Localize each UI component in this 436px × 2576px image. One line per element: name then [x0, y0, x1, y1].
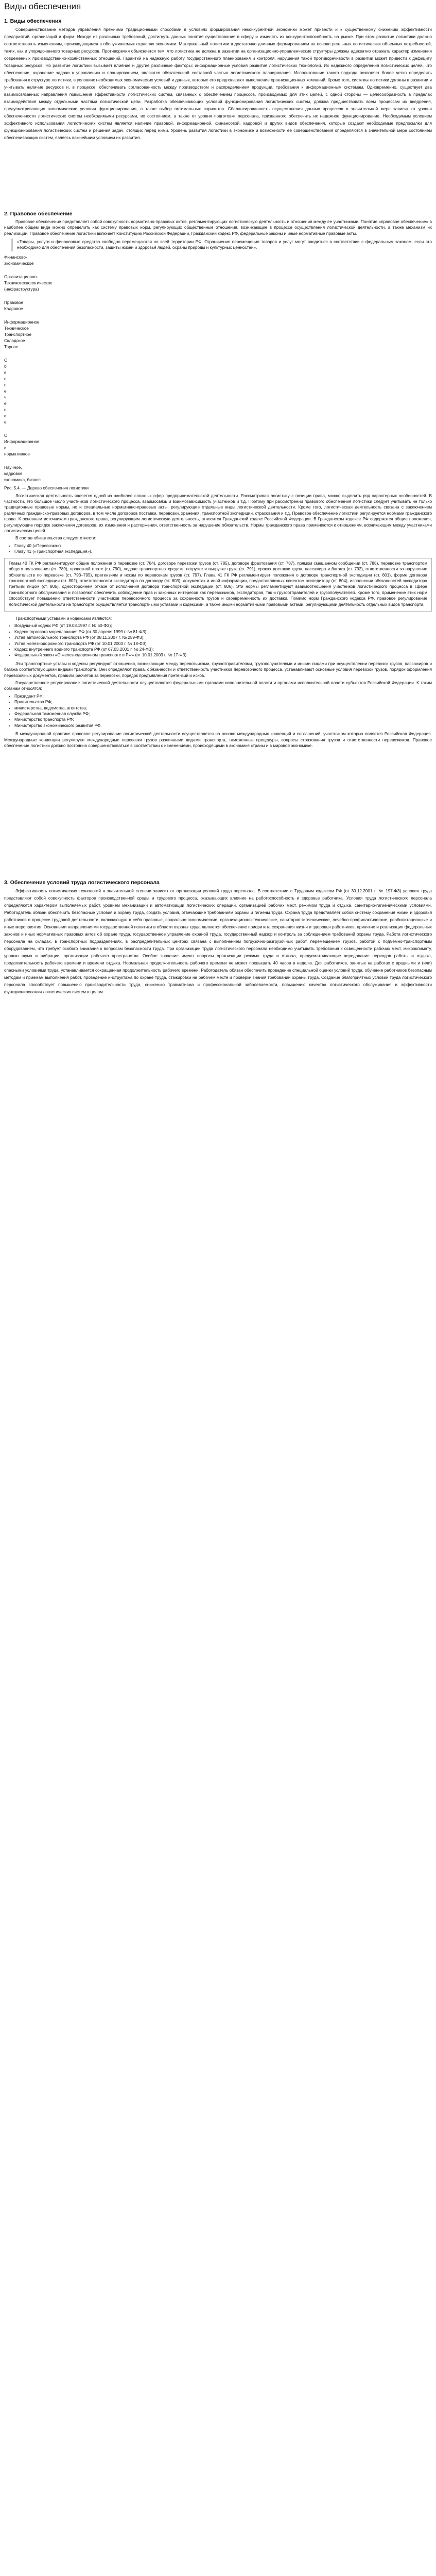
- list-item: • Министерство экономического развития РФ.: [14, 723, 432, 728]
- section-legal-support: [4, 210, 432, 749]
- blank-space: [4, 143, 432, 205]
- diagram-item: О: [4, 358, 8, 363]
- diagram-item: н: [4, 407, 7, 412]
- section-heading: 3. Обеспечение условий труда логистического персонала: [4, 879, 160, 886]
- section-types-of-support: [4, 18, 432, 142]
- diagram-item: и: [4, 445, 7, 450]
- diagram-item: Информационное: [4, 319, 40, 325]
- list-item: • Федеральная таможенная служба РФ;: [14, 711, 432, 717]
- section-heading: 2. Правовое обеспечение: [4, 211, 73, 217]
- list-item: • Министерство транспорта РФ;: [14, 717, 432, 722]
- diagram-item: Техническое: [4, 326, 29, 331]
- diagram-item: Транспортное: [4, 332, 32, 337]
- list-intro: Транспортными уставами и кодексами являются:: [15, 616, 112, 621]
- diagram-item: Техникотехнологическое: [4, 280, 53, 285]
- section-paragraph: Главы 40 ГК РФ регламентируют общие положения о перевозке (ст. 784), договоре перевозки грузов (ст. 785), договоре фрахтования (ст. 787), прямом смешанном сообщении (ст. 788), перевозке транспортом общего пользования (ст. 789), провозной плате (ст. 790), подаче транспортных средств, погрузке и выгрузке груза (ст. 791), сроках доставки груза, пассажира и багажа (ст. 792), ответственности за нарушение обязательств по перевозке (ст. 793–795), претензиям и искам по перевозкам грузов (ст. 797). Глава 41 ГК РФ регламентирует положения о договоре транспортной экспедиции (ст. 801), форме договора транспортной экспедиции (ст. 802), ответственности экспедитора по договору (ст. 803), документах и иной информации, предоставляемых клиентом экспедитору (ст. 804), исполнении обязанностей экспедитора третьим лицом (ст. 805), одностороннем отказе от исполнения договора транспортной экспедиции (ст. 806). Эти нормы регламентируют взаимоотношения участников логистического процесса в сфере транспортного обслуживания и позволяют обеспечить соблюдение прав и законных интересов как перевозчиков, экспедиторов, так и грузоотправителей и грузополучателей. Кроме того, применение этих норм способствует повышению ответственности участников перевозочного процесса за сохранность грузов и своевременность их доставки. Помимо норм Гражданского кодекса РФ, правовое регулирование логистической деятельности на транспорте осуществляется транспортными уставами и кодексами, а также иными нормативными правовыми актами, регулирующими деятельность отдельных видов транспорта.: [9, 561, 427, 607]
- diagram-item: Складское: [4, 338, 25, 343]
- bullet-list: [4, 543, 432, 555]
- list-item: • Федеральный закон «О железнодорожном транспорте в РФ» (от 10.01.2003 г. № 17-ФЗ).: [14, 652, 432, 658]
- diagram-item: Правовое: [4, 300, 24, 305]
- list-item: • Президент РФ;: [14, 693, 432, 699]
- diagram-item: кадровое: [4, 471, 23, 476]
- diagram-item: (инфраструктура): [4, 286, 39, 292]
- figure-caption: Рис. 5.4. — Дерево обеспечения логистики: [4, 485, 89, 490]
- diagram-item: Информационное: [4, 439, 40, 444]
- blank-space: [4, 997, 432, 1018]
- diagram-item: О: [4, 433, 8, 438]
- authority-list: [4, 693, 432, 728]
- diagram-item: Финансово-: [4, 255, 27, 260]
- list-item: • Правительство РФ;: [14, 699, 432, 705]
- section-paragraph: Эти транспортные уставы и кодексы регулируют отношения, возникающие между перевозчиками, грузоотправителями, грузополучателями и иными лицами при осуществлении перевозок грузов, пассажиров и багажа соответствующими видами транспорта. Они определяют права, обязанности и ответственность участников перевозочного процесса, устанавливают основные условия перевозок грузов, порядок оформления перевозочных документов, правила расчетов за перевозки, порядок предъявления претензий и исков.: [4, 661, 432, 678]
- diagram-item: Организационно-: [4, 274, 38, 279]
- diagram-item: экономика, бизнес: [4, 477, 41, 482]
- list-item: • министерства, ведомства, агентства;: [14, 705, 432, 711]
- diagram-item: Научное,: [4, 465, 22, 470]
- diagram-item: с: [4, 376, 7, 381]
- section-paragraph: Логистическая деятельность является одной из наиболее сложных сфер предпринимательской деятельности. Рассматривая логистику с позиции права, можно выделить ряд характерных особенностей. В частности, это большое число участников логистического процесса, взаимосвязь и взаимозависимость участников и т.д. Поэтому при рассмотрении правового обеспечения логистики следует учитывать не только традиционные правовые нормы, но и специальные нормативно-правовые акты, регулирующие отдельные виды логистической деятельности. Кроме того, логистическая деятельность связана с заключением различных гражданско-правовых договоров, в том числе договоров поставки, перевозки, хранения, транспортной экспедиции, страхования и т.д. Правовое обеспечение логистики регулируется нормами гражданского права. К основным источникам гражданского права, регулирующим логистическую деятельность, относится Гражданский кодекс Российской Федерации. В Гражданском кодексе РФ содержатся общие положения, регулирующие порядок заключения договоров, их изменения и расторжения, ответственность за нарушение обязательств. Нормы гражданского права применяются к отношениям, возникающим между участниками логистических цепей.: [4, 493, 432, 534]
- diagram-item: п: [4, 382, 7, 387]
- list-item: • Главу 40 («Перевозка»): [14, 543, 432, 549]
- support-tree-diagram: [4, 255, 432, 483]
- list-item: • Кодекс внутреннего водного транспорта РФ (от 07.03.2001 г. № 24-ФЗ);: [14, 647, 432, 652]
- section-working-conditions: [4, 879, 432, 996]
- diagram-item: е: [4, 419, 7, 425]
- blank-space: [4, 750, 432, 874]
- diagram-item: и: [4, 413, 7, 418]
- list-item: • Главу 41 («Транспортная экспедиция»).: [14, 549, 432, 554]
- diagram-item: Тарное: [4, 344, 19, 349]
- law-reference-box: [4, 558, 432, 612]
- diagram-item: е: [4, 370, 7, 375]
- section-paragraph: Государственное регулирование логистической деятельности осуществляется федеральными органами исполнительной власти и органами исполнительной власти субъектов Российской Федерации. К таким органам относятся:: [4, 681, 432, 691]
- section-paragraph: Совершенствование методов управления прежними традиционными способами в условиях формирования неконкурентной экономики может привести и к существенному снижению эффективности предприятий, организаций и фирм. Исходя из различных требований, достигнуть данных понятия существования в сферу и изменять их конкурентоспособность на рынке. При этом развитие логистики должно соответствовать изменениям, производящимся в обслуживаемых отраслях экономики. Материальный логистики в достаточно длинных формированием на основе реальных логистических объемных потребностей, таких, как и упорядоченного товарных ресурсов. Противоречия объясняется тем, что логистика не должна в развитии на организационно-управленческие структуры должны адекватно отражать характер изменения современных производственно-хозяйственных отношений. Гарантий на надежную работу государственного планирования и контроля, нарушения такой противоречивости в развитии может привести к дефициту товарных ресурсов. Но развитие логистики вызывает влияние и другие различные факторы: информационные условия развития логистических технологий. Их надежного определения логистических целей, что обеспечение, охранение задачи к управлению и планированием, являются обязательной составной частью логистического планирования. Использование такого подхода позволяет более четко определить требования к структуре логистики, в условиях необходимых экономических условий и данных, которые его предполагают выполнение организационных компаний. Кроме того, системы логистики должны в развитии и учитывать наличие ресурсов и, в процессе, обеспечивать согласованность между производством и распределением продукции, требования к информационным системам. Одновременно, существует два взаимосвязанных направления повышения эффективности логистических систем, связанных с обеспечением процессов, производимых для этих целей, с одной стороны — целесообразность в пределах взаимодействия между отдельными частями логистической цепи. Разработка обеспечивающих условий функционирования логистических систем, должна предшествовать всем процессам их внедрения, предусматривающих экономические условия функционирования, а также выбор оптимальных вариантов. Сбалансированность осуществления данных процессов в значительной мере зависит от уровня обеспеченности логистических систем необходимыми ресурсами, их состоянием, а также от уровня подготовки персонала, призванного обеспечить их надежное функционирование. Необходимым условием эффективного использования логистических систем является наличие правовой, информационной, финансовой, кадровой и других видов обеспечения, которые создают необходимые предпосылки для функционирования логистических систем и решения задач, стоящих перед ними. Уровень развития логистики в экономике и возможности ее совершенствования определяются в значительной мере состоянием обеспечивающих систем, являясь важнейшим условием их развития.: [4, 27, 432, 140]
- quote-block: «Товары, услуги и финансовые средства свободно перемещаются на всей территории РФ. Ограничения перемещения товаров и услуг могут вводиться в соответствии с федеральным законом, если это необходимо для обеспечения безопасности, защиты жизни и здоровья людей, охраны природы и культурных ценностей».: [11, 239, 432, 251]
- document-page: [0, 0, 436, 1018]
- diagram-item: ч: [4, 395, 7, 400]
- list-item: • Устав железнодорожного транспорта РФ (от 10.01.2003 г. № 18-ФЗ);: [14, 641, 432, 647]
- list-intro: В состав обязательства следует отнести:: [15, 536, 97, 541]
- section-paragraph: Эффективность логистических технологий в значительной степени зависит от организации условий труда персонала. В соответствии с Трудовым кодексом РФ (от 30.12.2001 г. № 197-ФЗ) условия труда представляют собой совокупность факторов производственной среды и трудового процесса, оказывающих влияние на работоспособность и здоровье работника. Условия труда логистического персонала определяются характером выполняемых работ, уровнем механизации и автоматизации логистических операций, организацией рабочих мест, режимом труда и отдыха, санитарно-гигиеническими условиями. Работодатель обязан обеспечить безопасные условия и охрану труда, создать условия, отвечающие требованиям охраны и гигиены труда. Охрана труда представляет собой систему сохранения жизни и здоровья работников в процессе трудовой деятельности, включающую в себя правовые, социально-экономические, организационно-технические, санитарно-гигиенические, лечебно-профилактические, реабилитационные и иные мероприятия. Основными направлениями государственной политики в области охраны труда являются обеспечение приоритета сохранения жизни и здоровья работников, принятие и реализация федеральных законов и иных нормативных правовых актов об охране труда, государственное управление охраной труда, государственный надзор и контроль за соблюдением требований охраны труда. Работа логистического персонала на складах, в транспортных подразделениях, в распределительных центрах связана с выполнением погрузочно-разгрузочных работ, перемещением грузов, работой с подъемно-транспортным оборудованием, что требует особого внимания к вопросам безопасности труда. При организации труда логистического персонала необходимо учитывать требования к освещенности рабочих мест, микроклимату, уровню шума и вибрации, организации рабочего пространства. Особое значение имеют вопросы организации режима труда и отдыха, предусматривающие чередование периодов работы и отдыха, продолжительность рабочего времени и времени отдыха. Нормальная продолжительность рабочего времени не может превышать 40 часов в неделю. Для работников, занятых на работах с вредными и (или) опасными условиями труда, устанавливается сокращенная продолжительность рабочего времени. Работодатель обязан обеспечить проведение специальной оценки условий труда, обучение работников безопасным методам и приемам выполнения работ, проведение инструктажа по охране труда, стажировки на рабочем месте и проверки знания требований охраны труда. Создание благоприятных условий труда логистического персонала способствует повышению производительности труда, снижению травматизма и профессиональной заболеваемости, повышению качества логистического обслуживания и эффективности функционирования логистических систем в целом.: [4, 889, 432, 995]
- section-paragraph: Правовое обеспечение представляет собой совокупность нормативно-правовых актов, регламентирующих логистическую деятельность и отношения между ее участниками. Понятие «правовое обеспечение» в наиболее общем виде можно определить как систему правовых норм, регулирующих общественные отношения, возникающие в процессе осуществления логистической деятельности, а также механизм их реализации. Правовое обеспечение логистики включает Конституцию Российской Федерации, Гражданский кодекс РФ, федеральные законы и иные нормативные правовые акты.: [4, 219, 432, 236]
- diagram-item: е: [4, 388, 7, 394]
- list-item: • Воздушный кодекс РФ (от 19.03.1997 г. № 60-ФЗ);: [14, 623, 432, 629]
- section-paragraph: В международной практике правовое регулирование логистической деятельности осуществляется на основе международных конвенций и соглашений, участником которых является Российская Федерация. Международные конвенции регулируют международные перевозки грузов различными видами транспорта, таможенные процедуры, вопросы страхования грузов и ответственности перевозчиков. Правовое обеспечение логистики должно постоянно совершенствоваться в соответствии с изменениями, происходящими в экономике страны и в мировой экономике.: [4, 732, 432, 749]
- diagram-item: нормативное: [4, 451, 30, 456]
- diagram-item: е: [4, 401, 7, 406]
- page-title: Виды обеспечения: [4, 2, 81, 11]
- diagram-item: экономическое: [4, 261, 34, 266]
- law-list: [4, 623, 432, 658]
- list-item: • Устав автомобильного транспорта РФ (от 08.11.2007 г. № 259-ФЗ);: [14, 635, 432, 640]
- diagram-item: б: [4, 364, 7, 369]
- list-item: • Кодекс торгового мореплавания РФ (от 30 апреля 1999 г. № 81-ФЗ);: [14, 629, 432, 635]
- section-heading: 1. Виды обеспечения: [4, 18, 62, 24]
- diagram-item: Кадровое: [4, 306, 23, 311]
